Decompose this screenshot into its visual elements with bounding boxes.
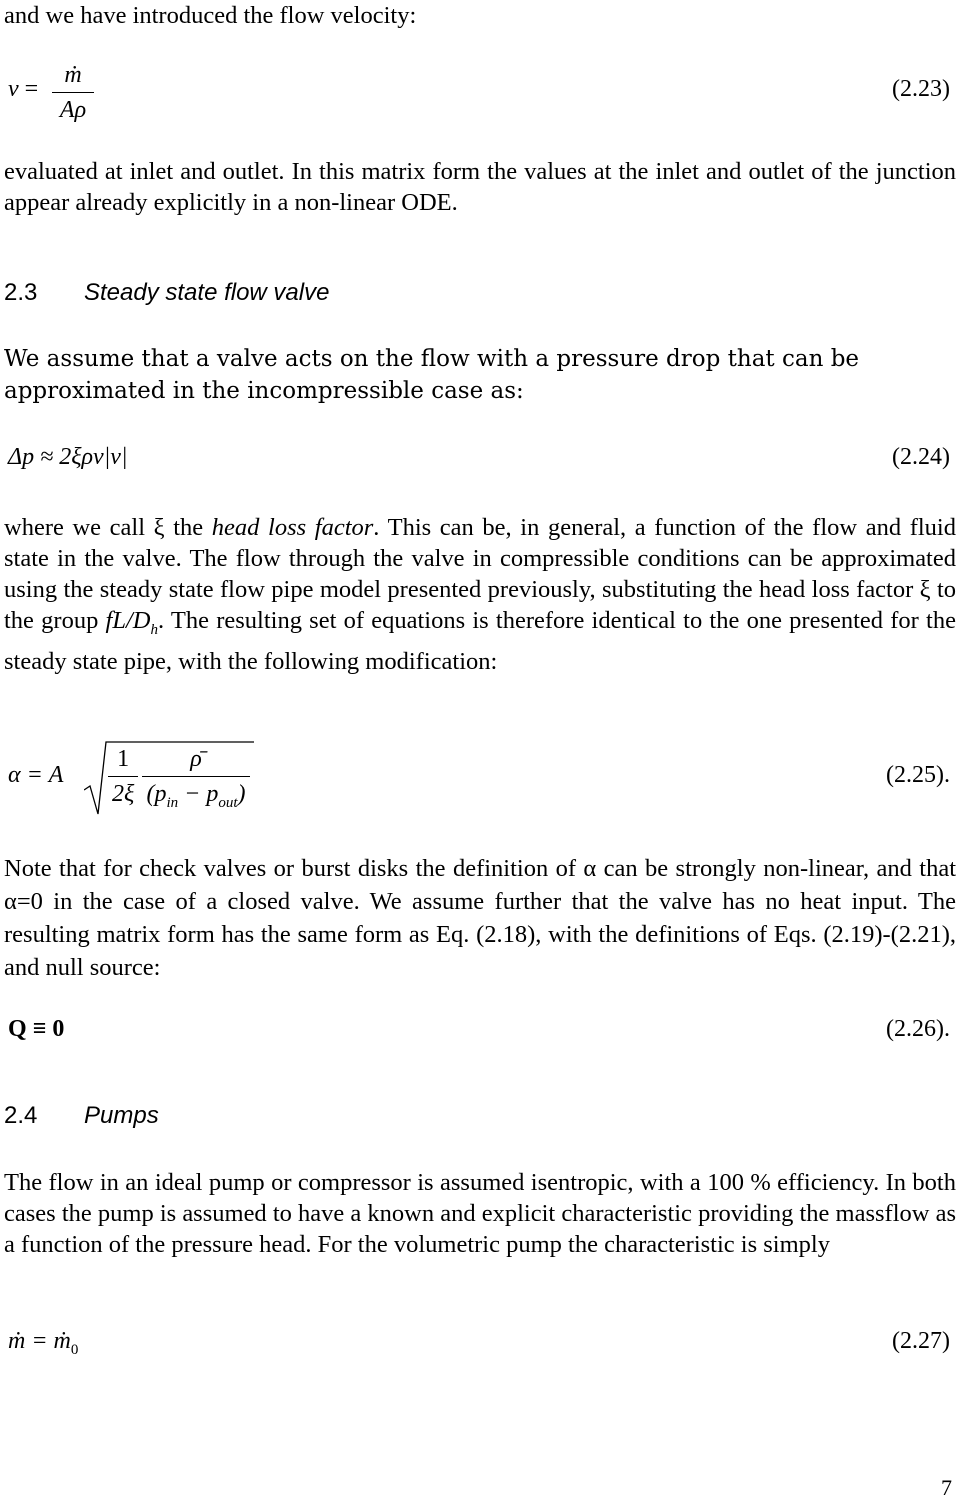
text: ) <box>237 781 246 807</box>
numerator: ρ̄ <box>142 744 250 777</box>
eq-expression: Δp ≈ 2ξρv|v| <box>8 444 128 470</box>
equation-number: (2.25). <box>886 762 950 788</box>
paragraph-1: evaluated at inlet and outlet. In this matrix form the values at the inlet and outlet of the junction appear already explicitly in a non-linear ODE. <box>4 158 956 216</box>
group-symbol: fL/D <box>105 607 151 634</box>
subscript-out: out <box>218 794 238 811</box>
eq-expression: Q ≡ 0 <box>8 1016 65 1042</box>
numerator: 1 <box>108 744 138 777</box>
eq-sign: = <box>24 76 39 102</box>
eq-lhs: α = A <box>8 762 64 788</box>
equation-2-25 <box>4 732 956 822</box>
numerator: ṁ <box>52 60 94 93</box>
eq-lhs: ṁ = ṁ <box>8 1328 71 1354</box>
paragraph-2: We assume that a valve acts on the flow with a pressure drop that can be approximated in the incompressible case as: <box>4 346 860 404</box>
section-number: 2.4 <box>4 1102 38 1129</box>
subscript-in: in <box>166 794 179 811</box>
text: (p <box>146 781 167 807</box>
section-number: 2.3 <box>4 279 38 306</box>
equation-2-26 <box>4 1014 956 1044</box>
equation-number: (2.26). <box>886 1016 950 1042</box>
term-head-loss-factor: head loss factor <box>211 514 374 541</box>
section-title: Pumps <box>84 1102 159 1129</box>
fraction <box>52 60 94 125</box>
equation-number: (2.24) <box>892 444 950 470</box>
equation-number: (2.23) <box>892 76 950 102</box>
fraction-1 <box>108 744 138 809</box>
text: . This can be, in general, a function of the flow and fluid state in the valve. The flow through the valve in compressible conditions can be approximated using the steady state flow pipe model presented previously, substituting the head loss factor ξ to the group <box>4 514 956 634</box>
denominator: Aρ <box>59 97 87 123</box>
equation-2-27 <box>4 1326 956 1365</box>
subscript: h <box>150 621 158 638</box>
eq-lhs: v <box>8 76 19 102</box>
text: where we call ξ the <box>4 514 212 541</box>
page-number: 7 <box>941 1475 952 1500</box>
equation-2-23 <box>4 60 956 123</box>
text: . The resulting set of equations is therefore identical to the one presented for the steady state pipe, with the following modification: <box>4 607 956 675</box>
denominator: 2ξ <box>112 781 135 807</box>
paragraph-5: The flow in an ideal pump or compressor is assumed isentropic, with a 100 % efficiency. In both cases the pump is assumed to have a known and explicit characteristic providing the massflow as a function of the pressure head. For the volumetric pump the characteristic is simply <box>4 1169 956 1258</box>
paragraph-4: Note that for check valves or burst disks the definition of α can be strongly non-linear, and that α=0 in the case of a closed valve. We assume further that the valve has no heat input. The resulting matrix form has the same form as Eq. (2.18), with the definitions of Eqs. (2.19)-(2.21), and null source: <box>4 855 956 981</box>
section-heading-2-4 <box>4 1101 956 1131</box>
intro-line: and we have introduced the flow velocity: <box>4 2 417 29</box>
text: − p <box>178 781 219 807</box>
fraction-2 <box>142 744 250 818</box>
subscript: 0 <box>70 1341 79 1358</box>
section-title: Steady state flow valve <box>84 279 330 306</box>
denominator <box>142 777 250 818</box>
equation-2-24 <box>4 442 956 472</box>
paragraph-3 <box>4 512 956 677</box>
section-heading-2-3 <box>4 278 956 308</box>
equation-number: (2.27) <box>892 1328 950 1354</box>
